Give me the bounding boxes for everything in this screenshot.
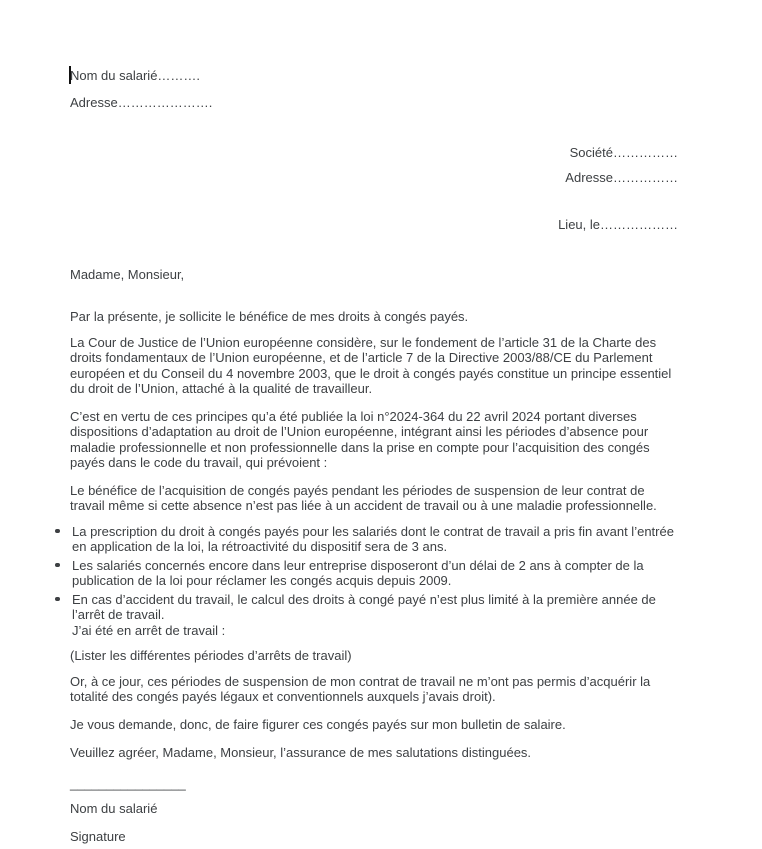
sender-address-line: Adresse…………………. bbox=[70, 94, 213, 110]
bullet-text bbox=[72, 592, 678, 639]
paragraph-law: C’est en vertu de ces principes qu’a été publiée la loi n°2024-364 du 22 avril 2024 portant diverses dispositions d’adaptation au droit de l’Union européenne, intégrant ainsi les périodes d’absence pour maladie professionnelle et non professionnelle dans la prise en compte pour l’acquisition des congés payés dans le code du travail, qui prévoient : bbox=[70, 408, 650, 470]
bullet-item bbox=[52, 558, 678, 589]
signature-label: Signature bbox=[70, 828, 126, 844]
bullet-text-line: En cas d’accident du travail, le calcul des droits à congé payé n’est plus limité à la première année de l’arrêt de travail. bbox=[72, 591, 656, 622]
paragraph-lister: (Lister les différentes périodes d’arrêts de travail) bbox=[70, 648, 352, 663]
place-date-line: Lieu, le……………… bbox=[558, 217, 678, 232]
arret-line: J’ai été en arrêt de travail : bbox=[72, 622, 226, 638]
recipient-address-line: Adresse…………… bbox=[565, 169, 678, 185]
sender-name-line: Nom du salarié………. bbox=[70, 68, 201, 83]
recipient-block bbox=[70, 145, 678, 233]
paragraph-court: La Cour de Justice de l’Union européenne considère, sur le fondement de l’article 31 de la Charte des droits fondamentaux de l’Union européenne, et de l’article 7 de la Directive 2003/88/CE du Parlement européen et du Conseil du 4 novembre 2003, que le droit à congés payés constitue un principe essentiel du droit de l’Union, attaché à la qualité de travailleur. bbox=[70, 334, 672, 396]
paragraph-demande: Je vous demande, donc, de faire figurer ces congés payés sur mon bulletin de salaire. bbox=[70, 716, 566, 732]
recipient-company-line: Société…………… bbox=[569, 145, 678, 160]
bullet-icon bbox=[52, 592, 72, 639]
bullet-icon bbox=[52, 524, 72, 555]
paragraph-benefit: Le bénéfice de l’acquisition de congés payés pendant les périodes de suspension de leur contrat de travail même si cette absence n’est pas liée à un accident de travail ou à une maladie professionnelle. bbox=[70, 482, 657, 513]
bullet-text: Les salariés concernés encore dans leur entreprise disposeront d’un délai de 2 ans à compter de la publication de la loi pour réclamer les congés acquis depuis 2009. bbox=[72, 557, 644, 588]
paragraph-salutations: Veuillez agréer, Madame, Monsieur, l’assurance de mes salutations distinguées. bbox=[70, 745, 532, 760]
bullet-item bbox=[52, 524, 678, 555]
bullet-list bbox=[70, 524, 678, 639]
text-cursor bbox=[69, 66, 71, 84]
salutation: Madame, Monsieur, bbox=[70, 266, 185, 282]
paragraph-or: Or, à ce jour, ces périodes de suspension de mon contrat de travail ne m’ont pas permis d’acquérir la totalité des congés payés légaux et conventionnels auxquels j’avais droit). bbox=[70, 673, 651, 704]
bullet-text: La prescription du droit à congés payés pour les salariés dont le contrat de travail a pris fin avant l’entrée en application de la loi, la rétroactivité du dispositif sera de 3 ans. bbox=[72, 523, 674, 554]
paragraph-intro: Par la présente, je sollicite le bénéfice de mes droits à congés payés. bbox=[70, 309, 469, 324]
signature-line: ________________ bbox=[70, 775, 186, 791]
signature-name: Nom du salarié bbox=[70, 801, 158, 816]
bullet-item bbox=[52, 592, 678, 639]
bullet-icon bbox=[52, 558, 72, 589]
